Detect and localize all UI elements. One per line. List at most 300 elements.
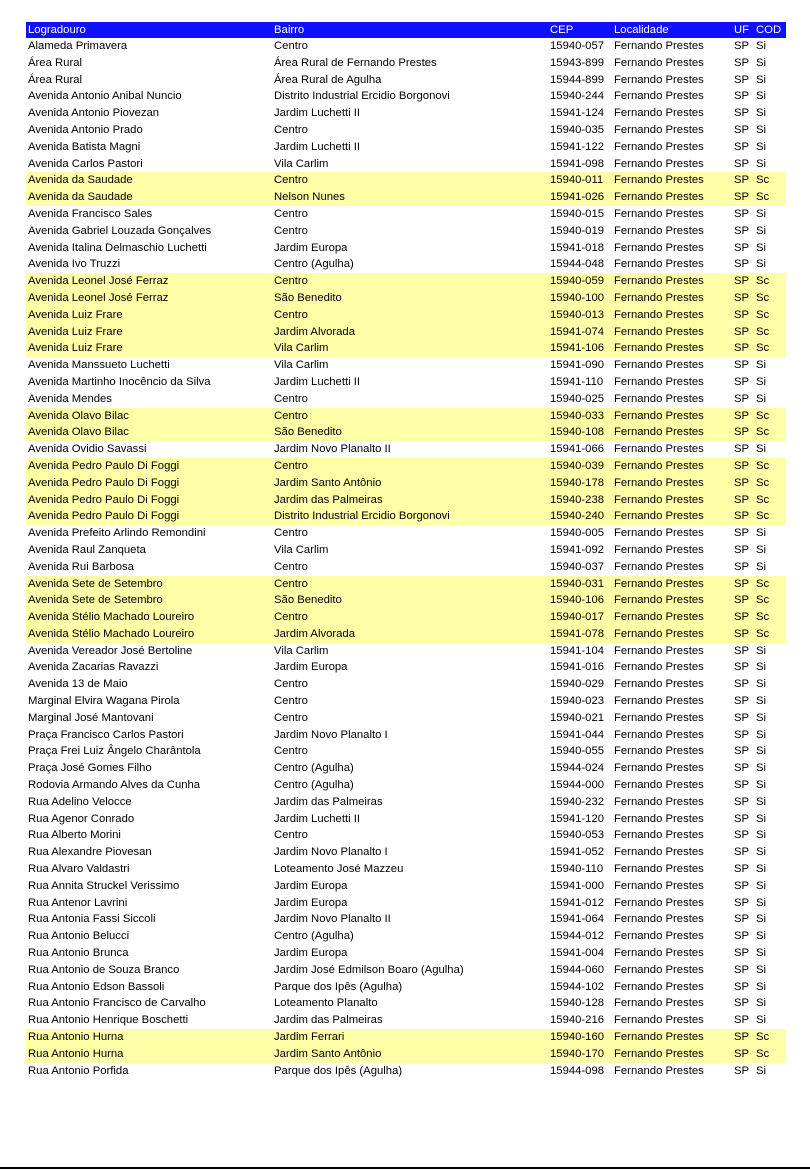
cell-uf: SP xyxy=(734,779,750,792)
table-row xyxy=(26,895,786,912)
cell-bairro: Centro xyxy=(274,174,308,187)
cell-bairro: Jardim das Palmeiras xyxy=(274,1014,383,1027)
cell-localidade: Fernando Prestes xyxy=(614,157,704,170)
cell-bairro: Centro xyxy=(274,275,308,288)
cell-bairro: Centro xyxy=(274,527,308,540)
cell-cep: 15940-053 xyxy=(550,829,605,842)
cell-cod: Si xyxy=(756,863,767,876)
cell-cep: 15940-108 xyxy=(550,426,605,439)
cell-bairro: Vila Carlim xyxy=(274,543,329,556)
cell-localidade: Fernando Prestes xyxy=(614,426,704,439)
table-row xyxy=(26,794,786,811)
cell-logradouro: Rua Alexandre Piovesan xyxy=(28,846,152,859)
cell-localidade: Fernando Prestes xyxy=(614,644,704,657)
cell-cod: Sc xyxy=(756,325,770,338)
cell-logradouro: Rodovia Armando Alves da Cunha xyxy=(28,779,201,792)
cell-logradouro: Avenida Vereador José Bertoline xyxy=(28,644,193,657)
table-row xyxy=(26,357,786,374)
cell-uf: SP xyxy=(734,812,750,825)
cell-uf: SP xyxy=(734,745,750,758)
cell-localidade: Fernando Prestes xyxy=(614,510,704,523)
cell-cep: 15940-029 xyxy=(550,678,605,691)
cell-uf: SP xyxy=(734,913,750,926)
cell-cod: Si xyxy=(756,678,767,691)
cell-bairro: Jardim Santo Antônio xyxy=(274,476,382,489)
table-row xyxy=(26,693,786,710)
cell-cod: Si xyxy=(756,762,767,775)
cell-uf: SP xyxy=(734,375,750,388)
cell-cod: Sc xyxy=(756,1031,770,1044)
cell-uf: SP xyxy=(734,308,750,321)
cell-logradouro: Praça José Gomes Filho xyxy=(28,762,152,775)
cell-bairro: Centro xyxy=(274,123,308,136)
cell-logradouro: Avenida Pedro Paulo Di Foggi xyxy=(28,510,180,523)
table-row xyxy=(26,1029,786,1046)
header-bairro: Bairro xyxy=(274,24,305,36)
cell-logradouro: Avenida Pedro Paulo Di Foggi xyxy=(28,459,180,472)
cell-localidade: Fernando Prestes xyxy=(614,325,704,338)
cell-cod: Si xyxy=(756,443,767,456)
cell-cod: Si xyxy=(756,745,767,758)
cell-bairro: Vila Carlim xyxy=(274,342,329,355)
cell-cep: 15941-098 xyxy=(550,157,605,170)
cell-bairro: Centro xyxy=(274,577,308,590)
cell-localidade: Fernando Prestes xyxy=(614,241,704,254)
table-row xyxy=(26,911,786,928)
cell-logradouro: Avenida Pedro Paulo Di Foggi xyxy=(28,476,180,489)
cell-logradouro: Avenida Antonio Piovezan xyxy=(28,107,160,120)
cell-uf: SP xyxy=(734,90,750,103)
table-row xyxy=(26,1046,786,1063)
cell-cep: 15941-110 xyxy=(550,375,604,388)
cell-cod: Sc xyxy=(756,493,770,506)
cell-cod: Sc xyxy=(756,409,770,422)
cell-cep: 15940-110 xyxy=(550,863,604,876)
table-row xyxy=(26,458,786,475)
table-row xyxy=(26,727,786,744)
cell-uf: SP xyxy=(734,577,750,590)
cell-localidade: Fernando Prestes xyxy=(614,963,704,976)
cell-cod: Sc xyxy=(756,342,770,355)
cell-bairro: Distrito Industrial Ercidio Borgonovi xyxy=(274,510,450,523)
cell-logradouro: Avenida Gabriel Louzada Gonçalves xyxy=(28,224,212,237)
cell-logradouro: Avenida Luiz Frare xyxy=(28,342,123,355)
cell-uf: SP xyxy=(734,459,750,472)
cell-uf: SP xyxy=(734,40,750,52)
cell-cep: 15941-052 xyxy=(550,846,605,859)
cell-bairro: Parque dos Ipês (Agulha) xyxy=(274,980,403,993)
cell-localidade: Fernando Prestes xyxy=(614,1031,704,1044)
cell-bairro: Centro xyxy=(274,695,308,708)
cell-uf: SP xyxy=(734,980,750,993)
cell-localidade: Fernando Prestes xyxy=(614,560,704,573)
cell-bairro: Vila Carlim xyxy=(274,644,329,657)
cell-cod: Si xyxy=(756,107,767,120)
cell-localidade: Fernando Prestes xyxy=(614,308,704,321)
cell-cep: 15944-024 xyxy=(550,762,605,775)
cell-logradouro: Avenida Luiz Frare xyxy=(28,325,123,338)
table-row xyxy=(26,962,786,979)
header-logradouro: Logradouro xyxy=(28,24,86,36)
cell-bairro: Jardim Novo Planalto II xyxy=(274,913,391,926)
cell-cod: Si xyxy=(756,711,767,724)
table-row xyxy=(26,324,786,341)
cell-bairro: Centro xyxy=(274,40,308,52)
cell-uf: SP xyxy=(734,947,750,960)
table-row xyxy=(26,492,786,509)
cell-cep: 15944-000 xyxy=(550,779,605,792)
cell-cod: Si xyxy=(756,40,767,52)
cell-cep: 15940-100 xyxy=(550,291,605,304)
cell-bairro: Centro xyxy=(274,745,308,758)
cell-localidade: Fernando Prestes xyxy=(614,90,704,103)
cell-uf: SP xyxy=(734,140,750,153)
cell-logradouro: Avenida Martinho Inocêncio da Silva xyxy=(28,375,211,388)
cell-logradouro: Avenida Mendes xyxy=(28,392,112,405)
cell-cod: Si xyxy=(756,224,767,237)
table-row xyxy=(26,55,786,72)
table-row xyxy=(26,408,786,425)
cell-logradouro: Avenida Stélio Machado Loureiro xyxy=(28,611,195,624)
cell-cod: Si xyxy=(756,359,767,372)
cell-uf: SP xyxy=(734,426,750,439)
cell-logradouro: Rua Alvaro Valdastri xyxy=(28,863,130,876)
table-row xyxy=(26,508,786,525)
cell-cod: Si xyxy=(756,779,767,792)
cell-cep: 15944-048 xyxy=(550,258,605,271)
cell-cod: Si xyxy=(756,947,767,960)
cell-uf: SP xyxy=(734,930,750,943)
cell-uf: SP xyxy=(734,275,750,288)
cell-logradouro: Rua Annita Struckel Verissimo xyxy=(28,879,180,892)
table-row xyxy=(26,844,786,861)
cell-bairro: Centro xyxy=(274,829,308,842)
table-row xyxy=(26,290,786,307)
table-row xyxy=(26,256,786,273)
cell-localidade: Fernando Prestes xyxy=(614,224,704,237)
cell-cod: Sc xyxy=(756,1047,770,1060)
cell-cep: 15941-066 xyxy=(550,443,605,456)
cell-logradouro: Avenida Carlos Pastori xyxy=(28,157,143,170)
cell-uf: SP xyxy=(734,863,750,876)
cell-cep: 15941-078 xyxy=(550,627,605,640)
cell-cep: 15940-025 xyxy=(550,392,605,405)
cell-logradouro: Avenida Rui Barbosa xyxy=(28,560,134,573)
cell-bairro: Área Rural de Agulha xyxy=(274,73,382,86)
cell-localidade: Fernando Prestes xyxy=(614,73,704,86)
cell-bairro: Área Rural de Fernando Prestes xyxy=(274,56,437,69)
cell-logradouro: Rua Antonio Hurna xyxy=(28,1031,124,1044)
cell-localidade: Fernando Prestes xyxy=(614,1047,704,1060)
cell-uf: SP xyxy=(734,829,750,842)
cell-localidade: Fernando Prestes xyxy=(614,896,704,909)
cell-uf: SP xyxy=(734,191,750,204)
cell-logradouro: Rua Antonio Brunca xyxy=(28,947,129,960)
table-row xyxy=(26,592,786,609)
cell-localidade: Fernando Prestes xyxy=(614,879,704,892)
cell-cod: Sc xyxy=(756,459,770,472)
cell-bairro: Centro xyxy=(274,308,308,321)
cell-localidade: Fernando Prestes xyxy=(614,863,704,876)
table-row xyxy=(26,189,786,206)
cell-uf: SP xyxy=(734,997,750,1010)
cell-uf: SP xyxy=(734,493,750,506)
cell-localidade: Fernando Prestes xyxy=(614,359,704,372)
cell-cod: Si xyxy=(756,728,767,741)
cell-cod: Sc xyxy=(756,275,770,288)
cell-logradouro: Avenida da Saudade xyxy=(28,174,133,187)
cell-cep: 15940-017 xyxy=(550,611,605,624)
cell-bairro: Centro xyxy=(274,611,308,624)
cell-localidade: Fernando Prestes xyxy=(614,930,704,943)
cell-cep: 15940-037 xyxy=(550,560,605,573)
cell-cod: Si xyxy=(756,695,767,708)
cell-cod: Si xyxy=(756,644,767,657)
cell-bairro: São Benedito xyxy=(274,291,342,304)
cell-bairro: Distrito Industrial Ercidio Borgonovi xyxy=(274,90,450,103)
header-cep: CEP xyxy=(550,24,574,36)
cell-bairro: Jardim Novo Planalto I xyxy=(274,846,388,859)
cell-uf: SP xyxy=(734,695,750,708)
cell-cod: Si xyxy=(756,140,767,153)
cell-bairro: Jardim Luchetti II xyxy=(274,812,361,825)
cell-bairro: Jardim Europa xyxy=(274,241,348,254)
cell-bairro: Jardim Alvorada xyxy=(274,325,355,338)
cell-uf: SP xyxy=(734,728,750,741)
cell-localidade: Fernando Prestes xyxy=(614,493,704,506)
cell-localidade: Fernando Prestes xyxy=(614,846,704,859)
table-row xyxy=(26,1012,786,1029)
cell-cep: 15941-122 xyxy=(550,140,605,153)
table-row xyxy=(26,979,786,996)
cell-localidade: Fernando Prestes xyxy=(614,611,704,624)
cell-cod: Si xyxy=(756,90,767,103)
cell-bairro: Jardim Luchetti II xyxy=(274,140,361,153)
cell-uf: SP xyxy=(734,879,750,892)
cell-bairro: Jardim Europa xyxy=(274,947,348,960)
cell-logradouro: Avenida Italina Delmaschio Luchetti xyxy=(28,241,207,254)
cell-uf: SP xyxy=(734,325,750,338)
cell-cod: Si xyxy=(756,846,767,859)
cell-uf: SP xyxy=(734,762,750,775)
cell-uf: SP xyxy=(734,1064,750,1077)
cell-localidade: Fernando Prestes xyxy=(614,191,704,204)
cell-bairro: Loteamento Planalto xyxy=(274,997,378,1010)
cell-logradouro: Área Rural xyxy=(28,56,82,69)
cell-cod: Sc xyxy=(756,291,770,304)
table-row xyxy=(26,743,786,760)
cell-uf: SP xyxy=(734,611,750,624)
cell-logradouro: Avenida Leonel José Ferraz xyxy=(28,275,169,288)
cell-cep: 15941-106 xyxy=(550,342,605,355)
cell-uf: SP xyxy=(734,123,750,136)
cell-logradouro: Praça Francisco Carlos Pastori xyxy=(28,728,184,741)
cell-bairro: Centro xyxy=(274,711,308,724)
cell-cod: Si xyxy=(756,157,767,170)
cell-cod: Sc xyxy=(756,174,770,187)
cell-bairro: Jardim José Edmilson Boaro (Agulha) xyxy=(274,963,464,976)
cell-bairro: Centro (Agulha) xyxy=(274,930,354,943)
cell-uf: SP xyxy=(734,644,750,657)
cell-logradouro: Avenida Raul Zanqueta xyxy=(28,543,146,556)
cell-logradouro: Marginal José Mantovani xyxy=(28,711,154,724)
cell-cep: 15940-232 xyxy=(550,795,605,808)
table-row xyxy=(26,576,786,593)
cell-localidade: Fernando Prestes xyxy=(614,728,704,741)
table-row xyxy=(26,811,786,828)
cell-logradouro: Rua Antonio Edson Bassoli xyxy=(28,980,165,993)
cell-localidade: Fernando Prestes xyxy=(614,779,704,792)
cell-logradouro: Avenida Olavo Bilac xyxy=(28,426,129,439)
cell-cep: 15940-238 xyxy=(550,493,605,506)
cell-cod: Si xyxy=(756,207,767,220)
page-bottom-rule xyxy=(0,1167,810,1169)
table-row xyxy=(26,105,786,122)
cell-localidade: Fernando Prestes xyxy=(614,275,704,288)
cell-logradouro: Avenida Sete de Setembro xyxy=(28,594,163,607)
cell-cep: 15941-090 xyxy=(550,359,605,372)
cell-localidade: Fernando Prestes xyxy=(614,543,704,556)
cell-bairro: Jardim Santo Antônio xyxy=(274,1047,382,1060)
cell-cod: Si xyxy=(756,73,767,86)
cell-bairro: Centro xyxy=(274,678,308,691)
cell-cep: 15940-216 xyxy=(550,1014,605,1027)
header-localidade: Localidade xyxy=(614,24,669,36)
cell-logradouro: Área Rural xyxy=(28,73,82,86)
cell-localidade: Fernando Prestes xyxy=(614,527,704,540)
cell-uf: SP xyxy=(734,359,750,372)
cell-cep: 15941-000 xyxy=(550,879,605,892)
cell-cep: 15944-060 xyxy=(550,963,605,976)
cell-localidade: Fernando Prestes xyxy=(614,392,704,405)
cell-logradouro: Avenida Prefeito Arlindo Remondini xyxy=(28,527,206,540)
cell-uf: SP xyxy=(734,661,750,674)
cell-uf: SP xyxy=(734,846,750,859)
cell-uf: SP xyxy=(734,207,750,220)
cell-bairro: Jardim Luchetti II xyxy=(274,107,361,120)
cell-logradouro: Alameda Primavera xyxy=(28,40,128,52)
cell-localidade: Fernando Prestes xyxy=(614,107,704,120)
cell-cep: 15940-057 xyxy=(550,40,605,52)
table-row xyxy=(26,88,786,105)
cell-uf: SP xyxy=(734,795,750,808)
cell-cep: 15940-106 xyxy=(550,594,605,607)
cell-cep: 15941-074 xyxy=(550,325,605,338)
cell-uf: SP xyxy=(734,1014,750,1027)
table-row xyxy=(26,542,786,559)
cell-localidade: Fernando Prestes xyxy=(614,661,704,674)
cell-cod: Sc xyxy=(756,191,770,204)
cell-localidade: Fernando Prestes xyxy=(614,627,704,640)
cell-bairro: Centro xyxy=(274,560,308,573)
table-row xyxy=(26,945,786,962)
cell-cep: 15941-004 xyxy=(550,947,605,960)
cell-localidade: Fernando Prestes xyxy=(614,459,704,472)
cell-bairro: Vila Carlim xyxy=(274,359,329,372)
cell-uf: SP xyxy=(734,594,750,607)
cell-logradouro: Avenida Stélio Machado Loureiro xyxy=(28,627,195,640)
table-row xyxy=(26,391,786,408)
cell-bairro: Jardim Europa xyxy=(274,879,348,892)
cell-cep: 15944-098 xyxy=(550,1064,605,1077)
cell-logradouro: Avenida Leonel José Ferraz xyxy=(28,291,169,304)
cell-cep: 15940-031 xyxy=(550,577,605,590)
cell-bairro: Centro (Agulha) xyxy=(274,762,354,775)
table-row xyxy=(26,156,786,173)
table-row xyxy=(26,659,786,676)
cell-logradouro: Rua Antonio Porfida xyxy=(28,1064,129,1077)
cell-localidade: Fernando Prestes xyxy=(614,711,704,724)
cell-cep: 15940-033 xyxy=(550,409,605,422)
cell-bairro: Jardim Luchetti II xyxy=(274,375,361,388)
cell-cep: 15941-012 xyxy=(550,896,605,909)
cell-cod: Sc xyxy=(756,426,770,439)
cell-uf: SP xyxy=(734,560,750,573)
cell-localidade: Fernando Prestes xyxy=(614,980,704,993)
cell-uf: SP xyxy=(734,527,750,540)
cell-uf: SP xyxy=(734,678,750,691)
cell-localidade: Fernando Prestes xyxy=(614,56,704,69)
cell-logradouro: Avenida Luiz Frare xyxy=(28,308,123,321)
cell-cep: 15940-170 xyxy=(550,1047,605,1060)
header-cod: COD xyxy=(756,24,782,36)
cell-cep: 15941-104 xyxy=(550,644,605,657)
cell-cod: Si xyxy=(756,812,767,825)
cell-localidade: Fernando Prestes xyxy=(614,762,704,775)
cell-localidade: Fernando Prestes xyxy=(614,947,704,960)
cell-logradouro: Avenida Olavo Bilac xyxy=(28,409,129,422)
table-row xyxy=(26,710,786,727)
cell-cod: Sc xyxy=(756,308,770,321)
cell-logradouro: Rua Antenor Lavrini xyxy=(28,896,128,909)
cell-logradouro: Rua Agenor Conrado xyxy=(28,812,135,825)
table-row xyxy=(26,307,786,324)
header-uf: UF xyxy=(734,24,750,36)
cell-cep: 15940-035 xyxy=(550,123,605,136)
cell-localidade: Fernando Prestes xyxy=(614,207,704,220)
cell-localidade: Fernando Prestes xyxy=(614,375,704,388)
table-row xyxy=(26,760,786,777)
cell-localidade: Fernando Prestes xyxy=(614,812,704,825)
cell-bairro: Loteamento José Mazzeu xyxy=(274,863,404,876)
cell-cep: 15940-015 xyxy=(550,207,605,220)
cell-logradouro: Rua Adelino Velocce xyxy=(28,795,132,808)
cell-cep: 15940-019 xyxy=(550,224,605,237)
table-row xyxy=(26,609,786,626)
cell-bairro: Centro xyxy=(274,392,308,405)
cell-cod: Si xyxy=(756,980,767,993)
cell-uf: SP xyxy=(734,392,750,405)
cell-cep: 15944-012 xyxy=(550,930,605,943)
cell-bairro: Jardim das Palmeiras xyxy=(274,795,383,808)
cell-cod: Si xyxy=(756,1064,767,1077)
cell-cod: Sc xyxy=(756,627,770,640)
cell-localidade: Fernando Prestes xyxy=(614,258,704,271)
cell-cod: Si xyxy=(756,1014,767,1027)
table-row xyxy=(26,240,786,257)
cell-bairro: Jardim Novo Planalto II xyxy=(274,443,391,456)
cell-uf: SP xyxy=(734,476,750,489)
cell-cod: Si xyxy=(756,56,767,69)
cell-bairro: Jardim Alvorada xyxy=(274,627,355,640)
cell-bairro: Parque dos Ipês (Agulha) xyxy=(274,1064,403,1077)
cell-cep: 15944-899 xyxy=(550,73,605,86)
table-row xyxy=(26,424,786,441)
table-row xyxy=(26,475,786,492)
cell-logradouro: Avenida Ovidio Savassi xyxy=(28,443,147,456)
cell-uf: SP xyxy=(734,510,750,523)
table-row xyxy=(26,206,786,223)
